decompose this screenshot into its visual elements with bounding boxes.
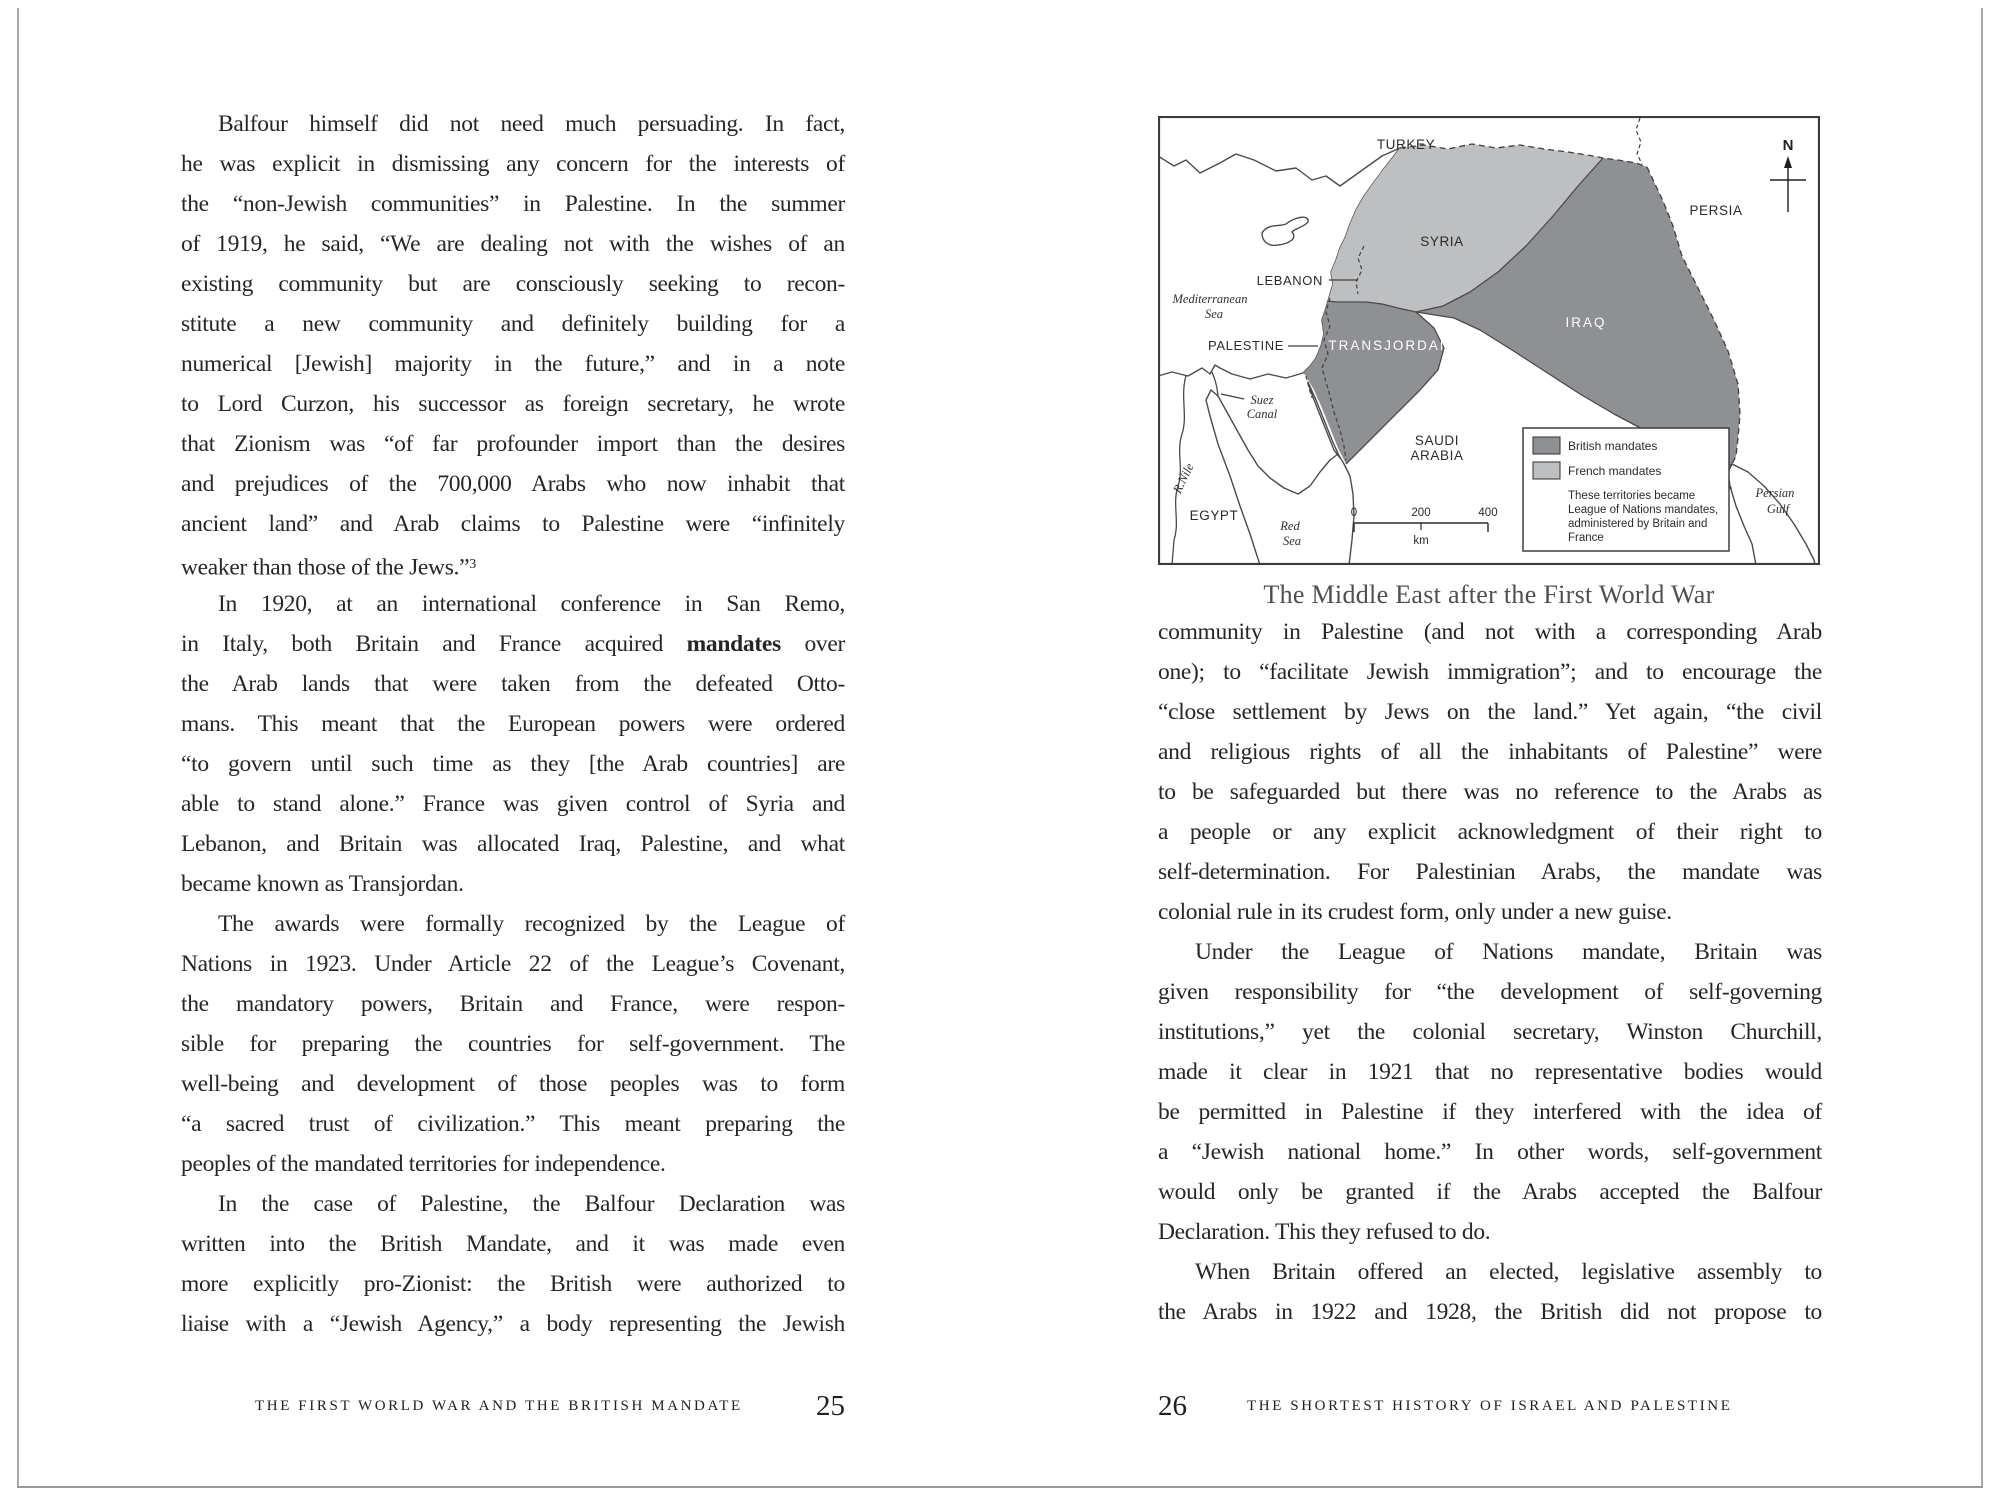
suez-canal-label-2: Canal <box>1246 407 1278 421</box>
palestine-label: PALESTINE <box>1208 338 1284 353</box>
text-line: In the case of Palestine, the Balfour Declaration was <box>218 1191 845 1217</box>
text-line: stitute a new community and definitely building for a <box>181 311 845 337</box>
text-line: Under the League of Nations mandate, Britain was <box>1195 939 1822 965</box>
text-line: that Zionism was “of far profounder import than the desires <box>181 431 845 457</box>
transjordan-label: TRANSJORDAN <box>1328 338 1452 353</box>
persia-label: PERSIA <box>1689 203 1743 218</box>
text-line: existing community but are consciously seeking to recon- <box>181 271 845 297</box>
text-line: liaise with a “Jewish Agency,” a body representing the Jewish <box>181 1311 845 1337</box>
text-line: community in Palestine (and not with a corresponding Arab <box>1158 619 1822 645</box>
text-line: more explicitly pro-Zionist: the British were authorized to <box>181 1271 845 1297</box>
text-line: to Lord Curzon, his successor as foreign secretary, he wrote <box>181 391 845 417</box>
text-line: sible for preparing the countries for self-government. The <box>181 1031 845 1057</box>
text-line: “close settlement by Jews on the land.” Yet again, “the civil <box>1158 699 1822 725</box>
middle-east-map <box>1158 116 1820 565</box>
persian-gulf-label-1: Persian <box>1755 486 1795 500</box>
left-page-text <box>181 104 845 1344</box>
mediterranean-label-2: Sea <box>1204 307 1224 321</box>
legend-note-line-3: administered by Britain and <box>1568 518 1708 530</box>
text-line: and prejudices of the 700,000 Arabs who now inhabit that <box>181 471 845 497</box>
text-line: mans. This meant that the European powers were ordered <box>181 711 845 737</box>
egypt-label: EGYPT <box>1189 508 1239 523</box>
legend-note-line-2: League of Nations mandates, <box>1568 504 1719 516</box>
text-line: in Italy, both Britain and France acquired mandates over <box>181 631 845 657</box>
text-line: be permitted in Palestine if they interfered with the idea of <box>1158 1099 1822 1125</box>
text-line: the “non-Jewish communities” in Palestine. In the summer <box>181 191 845 217</box>
text-line: and religious rights of all the inhabitants of Palestine” were <box>1158 739 1822 765</box>
left-page-footer <box>181 1386 845 1426</box>
turkey-label: TURKEY <box>1376 137 1436 152</box>
text-line: In 1920, at an international conference in San Remo, <box>218 591 845 617</box>
legend-swatch-french <box>1533 462 1560 479</box>
text-line: Nations in 1923. Under Article 22 of the League’s Covenant, <box>181 951 845 977</box>
right-page-footer <box>1158 1386 1822 1426</box>
iraq-label: IRAQ <box>1565 315 1607 330</box>
map-figure <box>1158 116 1820 610</box>
right-page <box>1000 0 2000 1495</box>
north-label: N <box>1782 137 1794 154</box>
text-line: a people or any explicit acknowledgment of their right to <box>1158 819 1822 845</box>
text-line: ancient land” and Arab claims to Palestine were “infinitely <box>181 511 845 537</box>
legend-note-line-1: These territories became <box>1568 490 1696 502</box>
text-line: numerical [Jewish] majority in the future,” and in a note <box>181 351 845 377</box>
saudi-arabia-label-2: ARABIA <box>1410 448 1464 463</box>
text-line: weaker than those of the Jews.”$^3$ <box>181 554 477 581</box>
text-line: institutions,” yet the colonial secretary, Winston Churchill, <box>1158 1019 1822 1045</box>
text-line: to be safeguarded but there was no reference to the Arabs as <box>1158 779 1822 805</box>
running-title: THE SHORTEST HISTORY OF ISRAEL AND PALESTINE <box>1247 1398 1733 1414</box>
red-sea-label-1: Red <box>1280 519 1300 533</box>
red-sea-label-2: Sea <box>1282 534 1302 548</box>
text-line: the Arabs in 1922 and 1928, the British did not propose to <box>1158 1299 1822 1325</box>
scale-400: 400 <box>1478 507 1498 519</box>
text-line: one); to “facilitate Jewish immigration”; and to encourage the <box>1158 659 1822 685</box>
legend-swatch-british <box>1533 437 1560 454</box>
legend-note-line-4: France <box>1568 532 1604 544</box>
text-line: When Britain offered an elected, legislative assembly to <box>1195 1259 1822 1285</box>
text-line: “a sacred trust of civilization.” This meant preparing the <box>181 1111 845 1137</box>
map-caption: The Middle East after the First World War <box>1263 580 1715 609</box>
scale-200: 200 <box>1411 507 1431 519</box>
legend-label-french: French mandates <box>1568 464 1662 478</box>
scale-unit: km <box>1413 535 1429 547</box>
text-line: “to govern until such time as they [the Arab countries] are <box>181 751 845 777</box>
running-title: THE FIRST WORLD WAR AND THE BRITISH MANDATE <box>255 1398 743 1414</box>
text-line: a “Jewish national home.” In other words, self-government <box>1158 1139 1822 1165</box>
map-legend <box>1523 428 1729 551</box>
text-line: given responsibility for “the development of self-governing <box>1158 979 1822 1005</box>
text-line: would only be granted if the Arabs accepted the Balfour <box>1158 1179 1822 1205</box>
text-line: written into the British Mandate, and it was made even <box>181 1231 845 1257</box>
text-line: Balfour himself did not need much persuading. In fact, <box>218 111 845 137</box>
lebanon-label: LEBANON <box>1256 273 1323 288</box>
saudi-arabia-label-1: SAUDI <box>1414 433 1460 448</box>
text-line: well-being and development of those peoples was to form <box>181 1071 845 1097</box>
text-line: The awards were formally recognized by the League of <box>218 911 845 937</box>
text-line: made it clear in 1921 that no representative bodies would <box>1158 1059 1822 1085</box>
suez-canal-label-1: Suez <box>1250 393 1274 407</box>
text-line: he was explicit in dismissing any concern for the interests of <box>181 151 845 177</box>
mediterranean-label-1: Mediterranean <box>1172 292 1248 306</box>
text-line: colonial rule in its crudest form, only under a new guise. <box>1158 899 1672 925</box>
nile-label: R.Nile <box>1170 460 1197 496</box>
right-page-text <box>1158 612 1822 1332</box>
text-line: Lebanon, and Britain was allocated Iraq, Palestine, and what <box>181 831 845 857</box>
scale-0: 0 <box>1350 507 1358 519</box>
page-number: 26 <box>1158 1390 1187 1422</box>
persian-gulf-label-2: Gulf <box>1766 502 1790 516</box>
page-number: 25 <box>816 1390 845 1422</box>
text-line: of 1919, he said, “We are dealing not with the wishes of an <box>181 231 845 257</box>
legend-label-british: British mandates <box>1568 439 1658 453</box>
text-line: Declaration. This they refused to do. <box>1158 1219 1491 1245</box>
text-line: peoples of the mandated territories for independence. <box>181 1151 666 1177</box>
text-line: self-determination. For Palestinian Arabs, the mandate was <box>1158 859 1822 885</box>
text-line: the Arab lands that were taken from the defeated Otto- <box>181 671 845 697</box>
text-line: able to stand alone.” France was given control of Syria and <box>181 791 845 817</box>
text-line: became known as Transjordan. <box>181 871 464 897</box>
text-line: the mandatory powers, Britain and France, were respon- <box>181 991 845 1017</box>
syria-label: SYRIA <box>1420 234 1464 249</box>
